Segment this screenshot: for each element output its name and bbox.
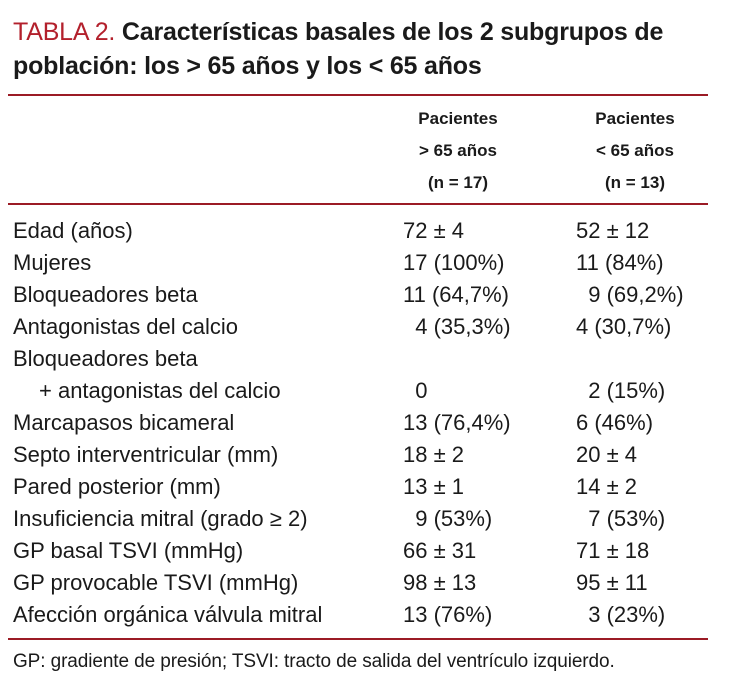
table-row (13, 279, 713, 311)
value-older: 9 (53%) (403, 506, 493, 531)
header-line: Pacientes (595, 109, 675, 128)
value-younger: 95 ± 11 (576, 570, 648, 595)
value-older: 18 ± 2 (403, 442, 465, 467)
row-label: + antagonistas del calcio (39, 378, 281, 403)
row-label: GP provocable TSVI (mmHg) (13, 570, 299, 595)
table-caption: Características basales de los 2 subgrupos de población: los > 65 años y los < 65 años (13, 18, 664, 80)
bottom-rule (8, 638, 708, 640)
value-older: 13 (76,4%) (403, 410, 511, 435)
header-line: Pacientes (418, 109, 498, 128)
value-older: 13 ± 1 (403, 474, 465, 499)
header-rule (8, 203, 708, 205)
value-older: 11 (64,7%) (403, 282, 509, 307)
value-older: 0 (403, 378, 428, 403)
row-label: Afección orgánica válvula mitral (13, 602, 323, 627)
value-older: 4 (35,3%) (403, 314, 511, 339)
value-older: 98 ± 13 (403, 570, 477, 595)
row-label: Bloqueadores beta (13, 282, 198, 307)
row-label: GP basal TSVI (mmHg) (13, 538, 244, 563)
value-younger: 2 (15%) (576, 378, 666, 403)
row-label: Edad (años) (13, 218, 133, 243)
table-row (13, 439, 713, 471)
value-younger: 3 (23%) (576, 602, 666, 627)
value-younger: 71 ± 18 (576, 538, 650, 563)
row-label: Insuficiencia mitral (grado ≥ 2) (13, 506, 308, 531)
table-row (13, 215, 713, 247)
table-row (13, 535, 713, 567)
table-title (13, 15, 713, 83)
top-rule (8, 94, 708, 96)
table-footnote: GP: gradiente de presión; TSVI: tracto de salida del ventrículo izquierdo. (13, 651, 615, 672)
row-label: Septo interventricular (mm) (13, 442, 279, 467)
table-row (13, 247, 713, 279)
column-header-younger (550, 103, 720, 199)
header-line: < 65 años (596, 141, 674, 160)
table-row (13, 503, 713, 535)
header-line: (n = 13) (605, 173, 665, 192)
value-younger: 20 ± 4 (576, 442, 638, 467)
row-label: Antagonistas del calcio (13, 314, 239, 339)
row-label: Pared posterior (mm) (13, 474, 221, 499)
value-younger: 9 (69,2%) (576, 282, 684, 307)
table-row (13, 375, 713, 407)
table-number: TABLA 2. (13, 18, 116, 46)
value-younger: 4 (30,7%) (576, 314, 672, 339)
header-line: (n = 17) (428, 173, 488, 192)
value-older: 17 (100%) (403, 250, 505, 275)
value-older: 13 (76%) (403, 602, 493, 627)
column-header-older (373, 103, 543, 199)
value-younger: 52 ± 12 (576, 218, 650, 243)
header-line: > 65 años (419, 141, 497, 160)
table-row (13, 567, 713, 599)
value-younger: 7 (53%) (576, 506, 666, 531)
value-older: 66 ± 31 (403, 538, 477, 563)
table-row (13, 471, 713, 503)
value-younger: 6 (46%) (576, 410, 654, 435)
row-label: Marcapasos bicameral (13, 410, 235, 435)
value-older: 72 ± 4 (403, 218, 465, 243)
table-row (13, 343, 713, 375)
value-younger: 11 (84%) (576, 250, 664, 275)
row-label: Bloqueadores beta (13, 346, 198, 371)
row-label: Mujeres (13, 250, 92, 275)
value-younger: 14 ± 2 (576, 474, 638, 499)
table-row (13, 599, 713, 631)
table-row (13, 311, 713, 343)
table-row (13, 407, 713, 439)
